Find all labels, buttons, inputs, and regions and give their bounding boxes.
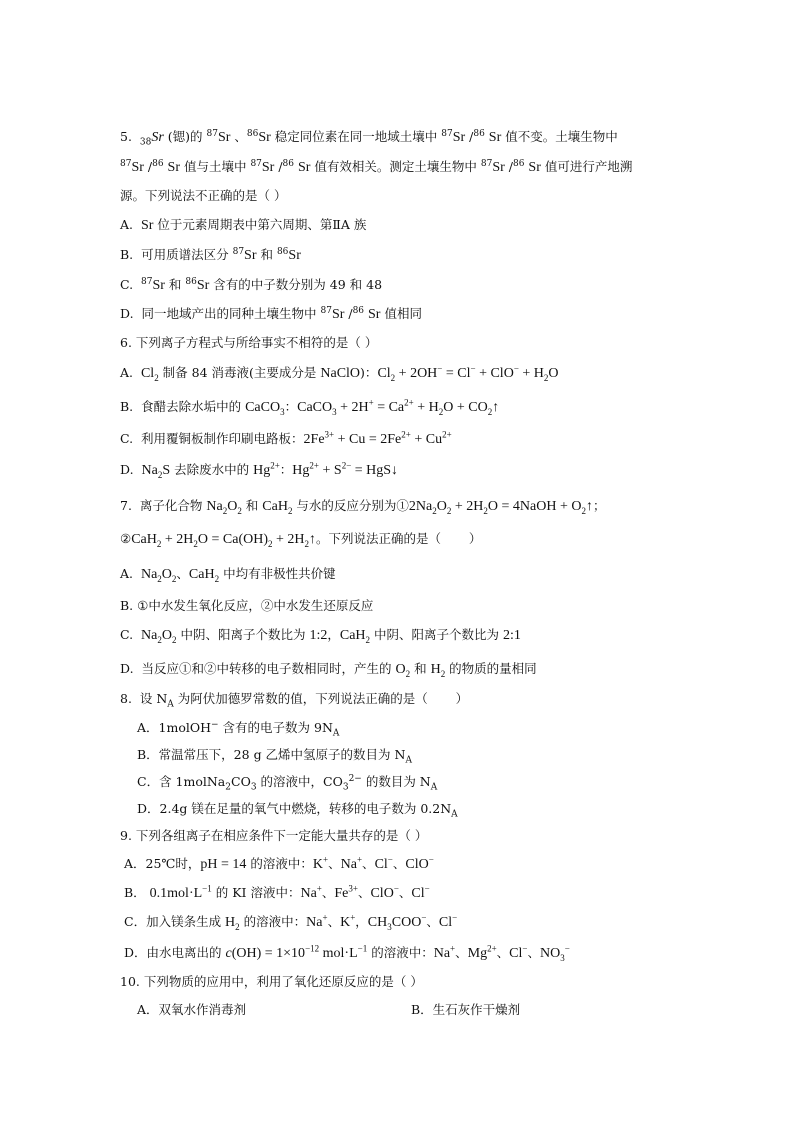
q8-option-a: A．1molOH− 含有的电子数为 $9N_A$	[137, 719, 340, 739]
q9-option-d: D．由水电离出的 $c(OH) = 1\times 10^{-12}$ $mol\cdot L^{-1}$ 的溶液中：Na+、$Mg^{2+}$、Cl−、$NO_3^-$	[124, 943, 570, 963]
q6-option-a: A. $Cl_2$ 制备 84 消毒液(主要成分是 NaClO)：$Cl_2 + 2OH^- = Cl^- + ClO^- + H_2O$	[120, 363, 559, 383]
q5-option-b: B. 可用质谱法区分 $^{87}$Sr 和 $^{86}$Sr	[120, 246, 301, 263]
q7-option-b: B. ①中水发生氧化反应，②中水发生还原反应	[120, 598, 374, 613]
q5-line1-text: (锶)的 $^{87}$Sr 、$^{86}$Sr 稳定同位素在同一地域土壤中 $^{87}$Sr /$^{86}$ Sr 值不变。土壤生物中	[167, 128, 618, 145]
q7-stem-line1: 7. 离子化合物 $Na_2O_2$ 和 CaH$_2$ 与水的反应分别为$①2Na_2O_2 + 2H_2O$ = 4NaOH + $O_2↑$；	[120, 498, 606, 516]
q5-option-a: A. Sr 位于元素周期表中第六周期、第ⅡA 族	[120, 217, 367, 233]
q5-atomic-number: 38	[139, 137, 152, 148]
q5-line2: $^{87}$Sr /$^{86}$ Sr 值与土壤中 $^{87}$Sr /$^{86}$ Sr 值有效相关。测定土壤生物中 $^{87}$Sr /$^{86}$ Sr 值可进行产地溯	[120, 158, 633, 175]
q6-option-d: D. $Na_2S$ 去除废水中的 $Hg^{2+}$：$Hg^{2+} + S^{2-}$ = HgS↓	[120, 460, 399, 480]
q6-option-c: C. 利用覆铜板制作印刷电路板：$2Fe^{3+} + Cu = 2Fe^{2+} + Cu^{2+}$	[120, 429, 452, 447]
q7-stem-line2: ②CaH$_2$ + $2H_2O = Ca(OH)_2$ + $2H_2↑$。下列说法正确的是（ ）	[120, 531, 482, 549]
q8-option-c: C．含 $1molNa_2CO_3$ 的溶液中，$CO_3^{2-}$ 的数目为 $N_A$	[137, 773, 438, 793]
q5-option-c: C. $^{87}$Sr 和 $^{86}$Sr 含有的中子数分别为 49 和 48	[120, 276, 383, 293]
q5-element-symbol: Sr	[151, 130, 164, 145]
q7-option-a: A. $Na_2O_2$、CaH$_2$ 中均有非极性共价键	[120, 566, 336, 584]
q9-option-c: C．加入镁条生成 $H_2$ 的溶液中：Na+、K+，$CH_3COO^-$、Cl−	[124, 912, 458, 932]
q8-option-d: D．2.4g 镁在足量的氧气中燃烧，转移的电子数为 $0.2N_A$	[137, 801, 458, 820]
q10-option-a: A．双氧水作消毒剂	[137, 1002, 247, 1017]
q6-stem: 6. 下列离子方程式与所给事实不相符的是（ ）	[120, 335, 378, 350]
q5-line1	[120, 128, 618, 147]
q7-option-c: C. $Na_2O_2$ 中阴、阳离子个数比为 1:2，CaH$_2$ 中阴、阳离子个数比为 2:1	[120, 627, 521, 645]
q7-option-d: D. 当反应①和②中转移的电子数相同时，产生的 $O_2$ 和 $H_2$ 的物质的量相同	[120, 661, 537, 679]
q8-option-b: B．常温常压下，28 g 乙烯中氢原子的数目为 $N_A$	[137, 747, 412, 766]
q5-option-d: D. 同一地域产出的同种土壤生物中 $^{87}$Sr /$^{86}$ Sr 值相同	[120, 305, 422, 322]
q8-stem: 8. 设 $N_A$ 为阿伏加德罗常数的值，下列说法正确的是（ ）	[120, 691, 469, 710]
q6-option-b: B. 食醋去除水垢中的 CaCO$_3$：CaCO$_3$ + $2H^+ = Ca^{2+} + H_2O$ + $CO_2↑$	[120, 397, 500, 417]
q9-option-b: B． $0.1mol\cdot L^{-1}$ 的 KI 溶液中：Na+、$Fe^{3+}$、ClO−、Cl−	[124, 883, 430, 901]
q5-number: 5.	[120, 129, 132, 144]
q9-stem: 9. 下列各组离子在相应条件下一定能大量共存的是（ ）	[120, 828, 428, 843]
q10-stem: 10. 下列物质的应用中，利用了氧化还原反应的是（ ）	[120, 974, 423, 989]
q9-option-a: A．25℃时，pH = 14 的溶液中：K+、Na+、Cl−、ClO−	[124, 854, 434, 872]
q5-line3: 源。下列说法不正确的是（ ）	[120, 188, 287, 203]
q10-option-b: B．生石灰作干燥剂	[411, 1002, 521, 1017]
